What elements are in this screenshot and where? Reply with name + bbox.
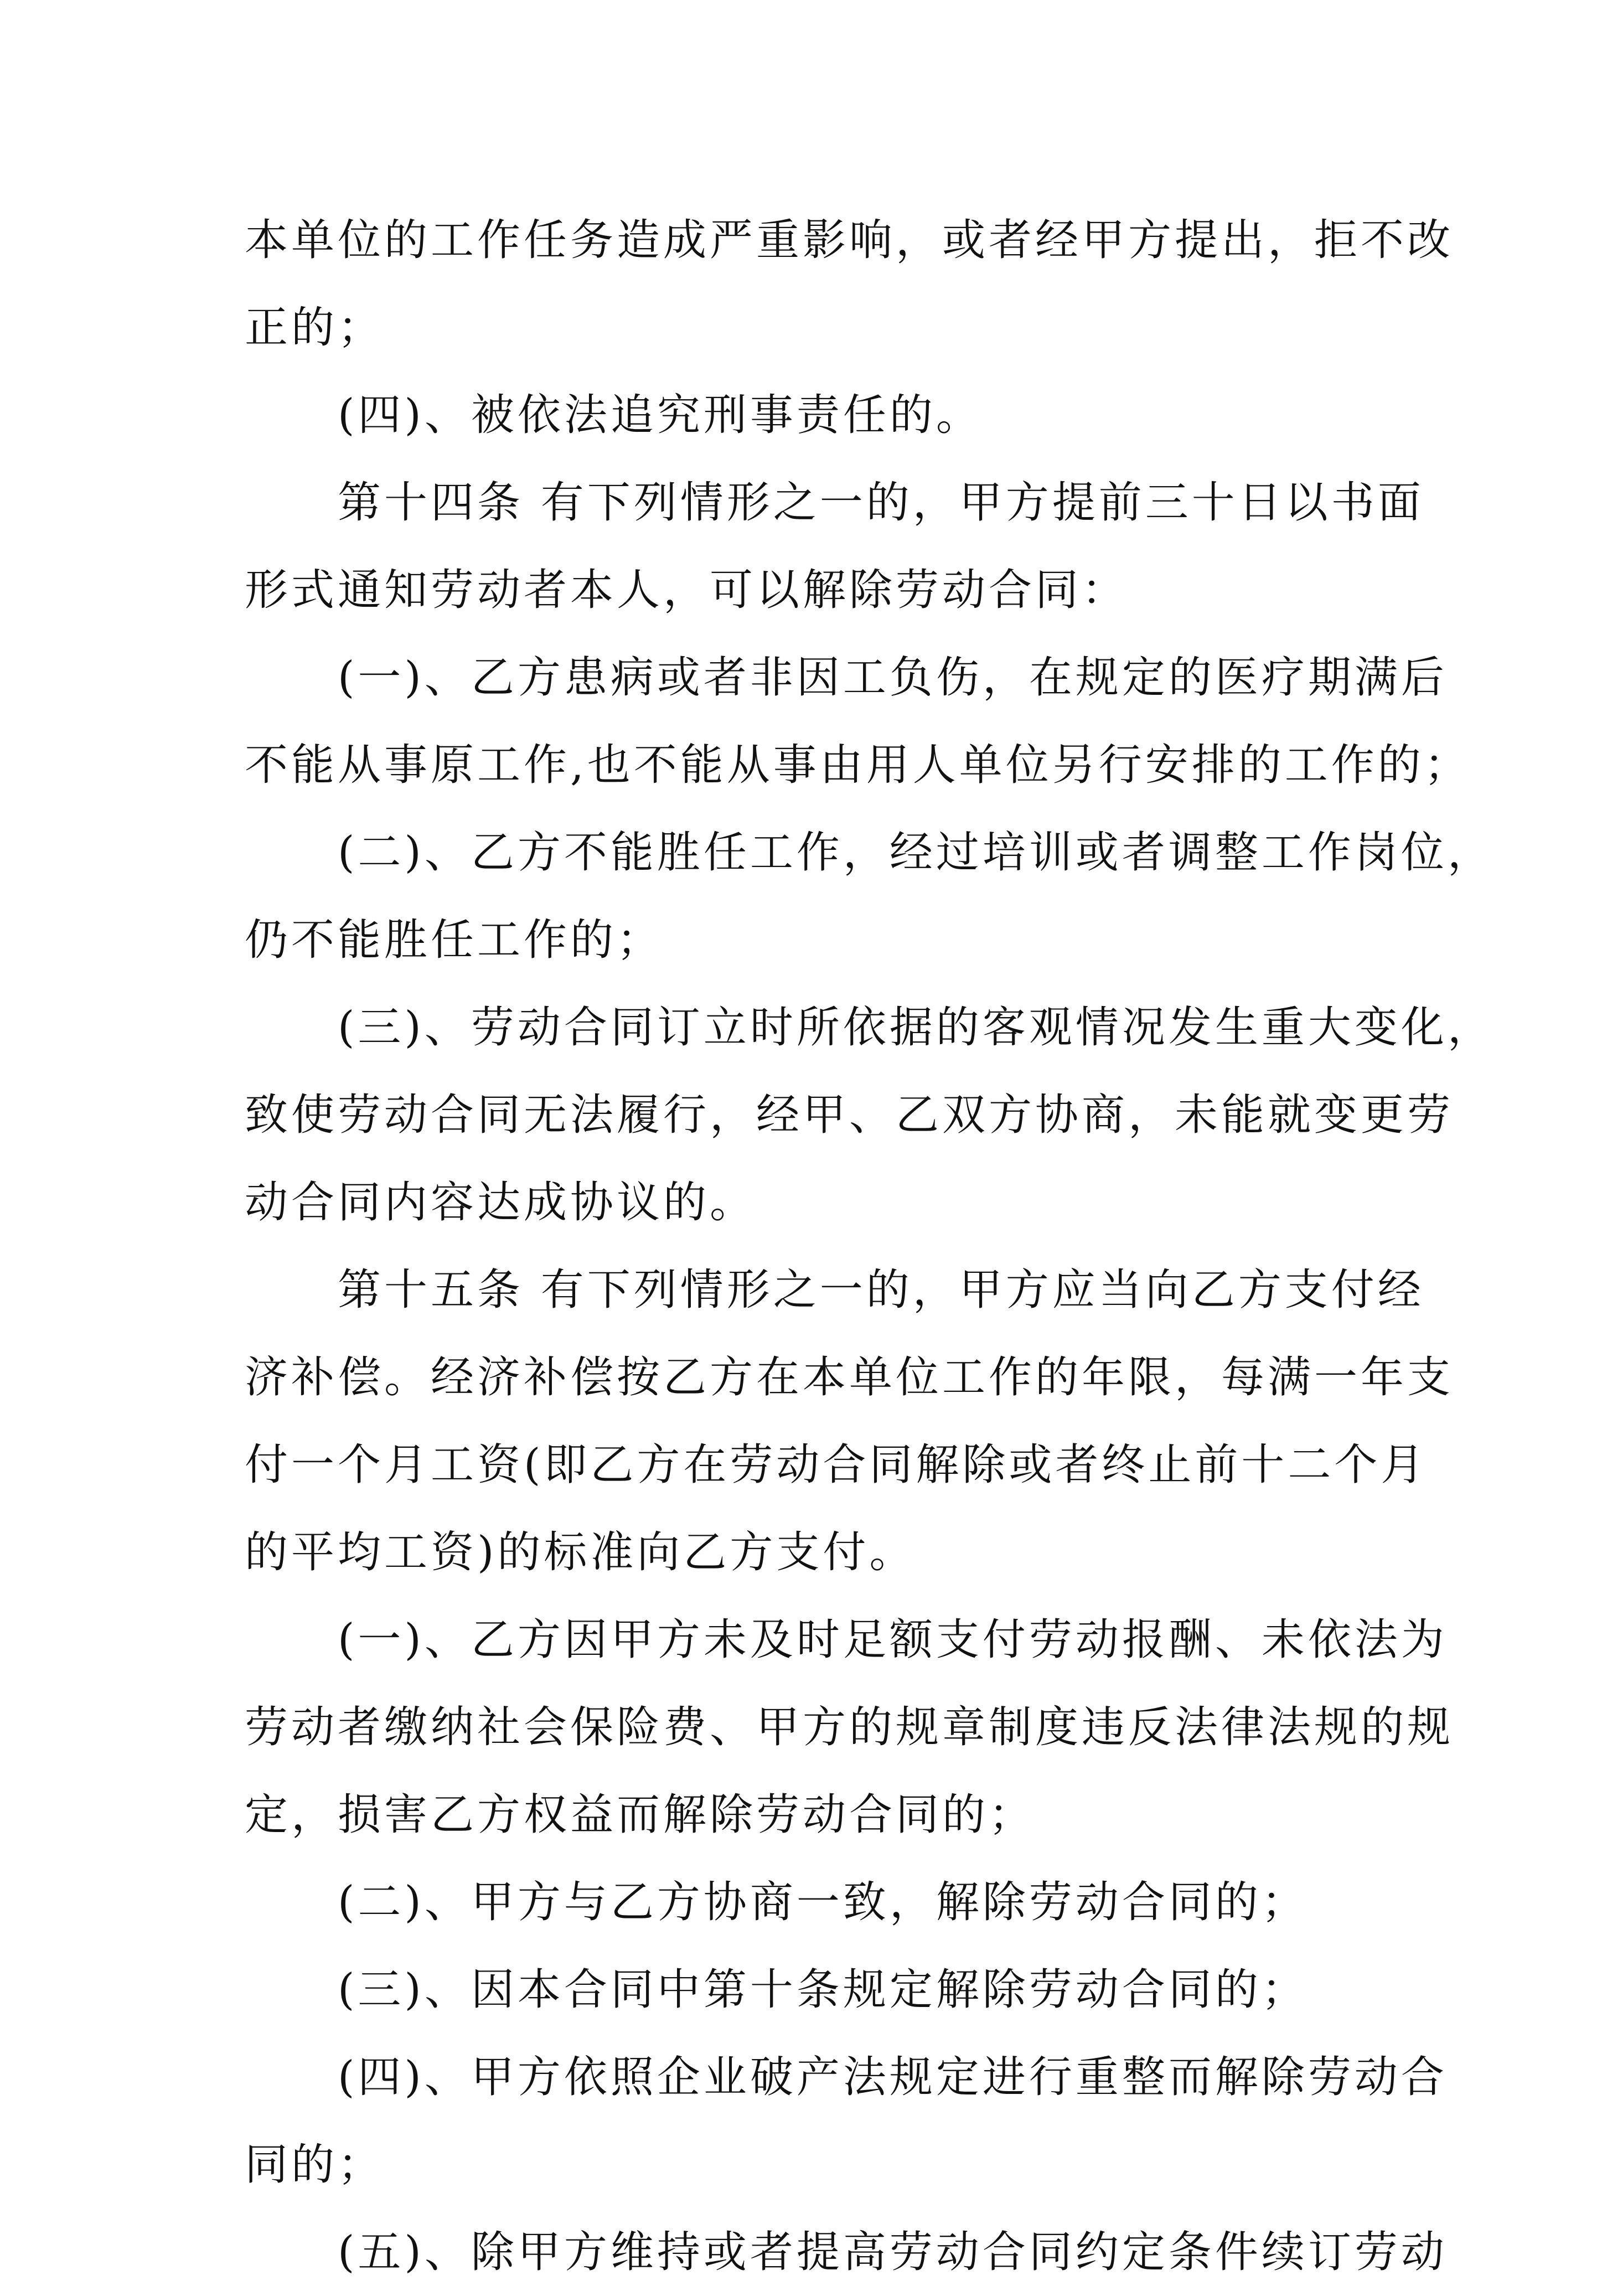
paragraph [245,197,1454,372]
text-line: 本单位的工作任务造成严重影响，或者经甲方提出，拒不改 [245,215,1454,265]
text-line: 定，损害乙方权益而解除劳动合同的； [245,1790,1036,1840]
paragraph [245,2209,1448,2296]
text-line: (五)、除甲方维持或者提高劳动合同约定条件续订劳动 [338,2227,1448,2277]
paragraph [245,1946,1357,2034]
paragraph [245,1246,1454,1596]
text-line: 的平均工资)的标准向乙方支付。 [245,1528,916,1577]
paragraph [245,459,1424,634]
text-line: 第十四条 有下列情形之一的，甲方提前三十日以书面 [338,478,1424,528]
document-body [245,197,1494,2296]
text-line: 正的； [245,303,385,353]
text-line: (一)、乙方因甲方未及时足额支付劳动报酬、未依法为 [338,1615,1448,1665]
paragraph [245,984,1494,1246]
text-line: (三)、劳动合同订立时所依据的客观情况发生重大变化， [338,1003,1494,1052]
text-line: (四)、甲方依照企业破产法规定进行重整而解除劳动合 [338,2052,1448,2102]
text-line: 仍不能胜任工作的； [245,915,664,965]
paragraph [245,809,1494,984]
text-line: 劳动者缴纳社会保险费、甲方的规章制度违反法律法规的规 [245,1702,1454,1752]
text-line: 济补偿。经济补偿按乙方在本单位工作的年限，每满一年支 [245,1353,1454,1402]
text-line: 动合同内容达成协议的。 [245,1178,757,1227]
text-line: 形式通知劳动者本人，可以解除劳动合同： [245,565,1129,615]
text-line: (三)、因本合同中第十条规定解除劳动合同的； [338,1965,1308,2015]
paragraph [245,1596,1454,1859]
paragraph [245,2034,1448,2209]
text-line: (二)、乙方不能胜任工作，经过培训或者调整工作岗位， [338,828,1494,878]
paragraph [245,634,1471,809]
text-line: 第十五条 有下列情形之一的，甲方应当向乙方支付经 [338,1265,1424,1315]
text-line: 致使劳动合同无法履行，经甲、乙双方协商，未能就变更劳 [245,1090,1454,1140]
paragraph [245,372,1357,459]
text-line: (四)、被依法追究刑事责任的。 [338,390,983,440]
text-line: 付一个月工资(即乙方在劳动合同解除或者终止前十二个月 [245,1440,1428,1490]
text-line: 不能从事原工作,也不能从事由用人单位另行安排的工作的； [245,740,1471,790]
text-line: (一)、乙方患病或者非因工负伤，在规定的医疗期满后 [338,653,1448,703]
text-line: (二)、甲方与乙方协商一致，解除劳动合同的； [338,1877,1308,1927]
paragraph [245,1859,1357,1946]
text-line: 同的； [245,2140,385,2190]
